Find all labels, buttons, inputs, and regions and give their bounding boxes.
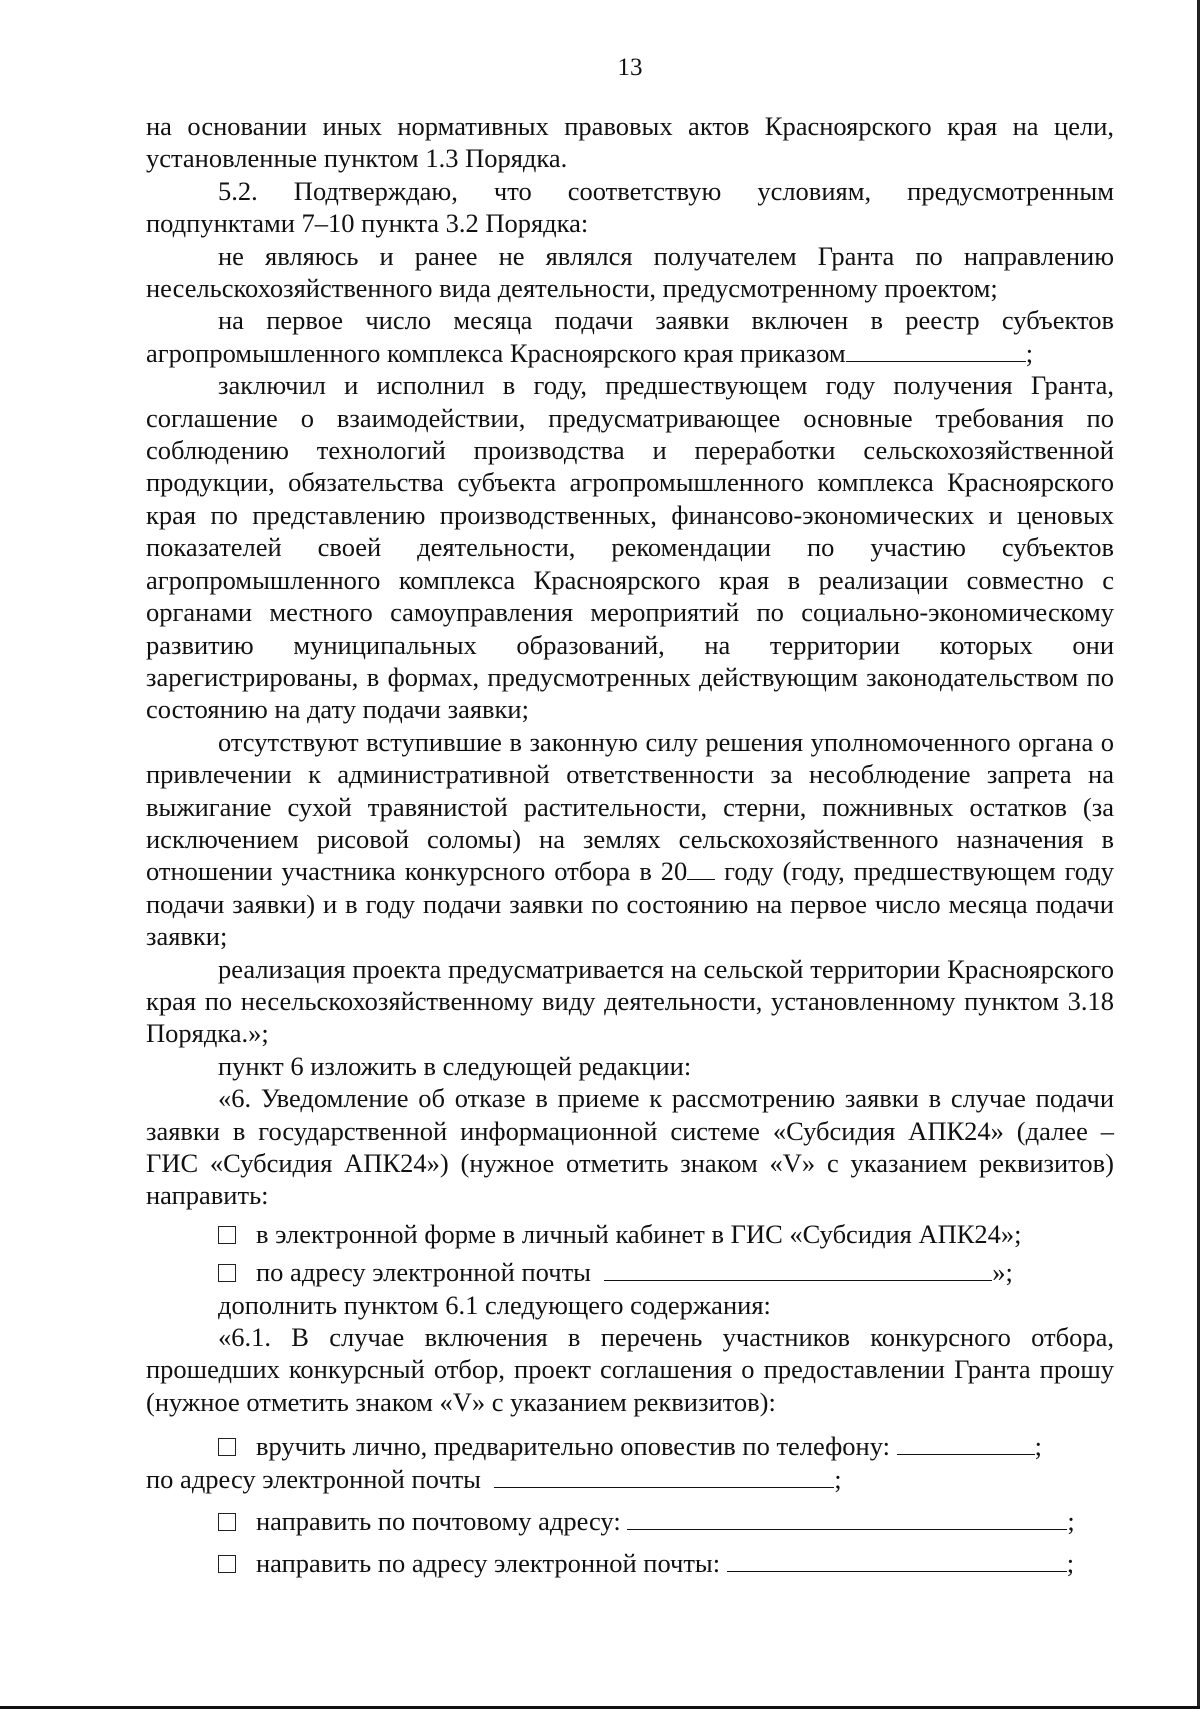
checkbox[interactable] — [218, 1438, 236, 1456]
order-blank-line[interactable] — [846, 339, 1026, 362]
option-label: направить по почтовому адресу: — [256, 1506, 621, 1537]
checkbox-option-email-send — [146, 1547, 1114, 1579]
paragraph: «6. Уведомление об отказе в приеме к рассмотрению заявки в случае подачи заявки в государственной информационной системе «Субсидия АПК24» (далее – ГИС «Субсидия АПК24») (нужное отметить знаком «V» с указанием реквизитов) направить: — [146, 1083, 1114, 1211]
option-label: по адресу электронной почты — [256, 1257, 591, 1288]
paragraph-text: году (году, предшествующем году подачи заявки) и в году подачи заявки по состоянию на первое число месяца подачи заявки; — [146, 856, 1115, 952]
punctuation: »; — [992, 1257, 1013, 1288]
paragraph: пункт 6 изложить в следующей редакции: — [218, 1050, 692, 1081]
punctuation: ; — [1067, 1506, 1075, 1537]
year-blank-line[interactable] — [687, 857, 715, 880]
punctuation: ; — [834, 1463, 842, 1494]
option-label: в электронной форме в личный кабинет в ГИС «Субсидия АПК24»; — [256, 1218, 1022, 1249]
checkbox[interactable] — [218, 1513, 236, 1531]
paragraph: на основании иных нормативных правовых актов Красноярского края на цели, установленные пунктом 1.3 Порядка. — [146, 111, 1114, 174]
document-body — [146, 110, 1114, 1580]
checkbox[interactable] — [218, 1226, 236, 1244]
paragraph: «6.1. В случае включения в перечень участников конкурсного отбора, прошедших конкурсный отбор, проект соглашения о предоставлении Гранта прошу (нужное отметить знаком «V» с указанием реквизитов): — [146, 1322, 1114, 1417]
paragraph-with-blank — [146, 726, 1114, 953]
email-blank-line[interactable] — [727, 1549, 1067, 1572]
phone-blank-line[interactable] — [897, 1432, 1035, 1455]
paragraph-with-blank — [146, 304, 1114, 369]
email-blank-line[interactable] — [494, 1465, 834, 1488]
paragraph-text: по адресу электронной почты — [146, 1463, 481, 1494]
option-label: направить по адресу электронной почты: — [256, 1548, 721, 1579]
email-blank-line[interactable] — [604, 1258, 992, 1281]
checkbox[interactable] — [218, 1555, 236, 1573]
paragraph-text: отсутствуют вступившие в законную силу решения уполномоченного органа о привлечении к административной ответственности за несоблюдение запрета на выжигание сухой травянистой растительности, стерни, пожнивных остатков (за исключением рисовой соломы) на землях сельскохозяйственного назначения в отношении участника конкурсного отбора в 20 — [146, 726, 1114, 887]
punctuation: ; — [1025, 337, 1034, 368]
postal-address-blank-line[interactable] — [627, 1507, 1067, 1530]
punctuation: ; — [1034, 1431, 1042, 1462]
paragraph-text: на первое число месяца подачи заявки включен в реестр субъектов агропромышленного комплекса Красноярского края приказом — [146, 305, 1114, 368]
paragraph-with-blank — [146, 1463, 1114, 1495]
checkbox-option-postal — [146, 1505, 1114, 1537]
paragraph: 5.2. Подтверждаю, что соответствую условиям, предусмотренным подпунктами 7–10 пункта 3.2 Порядка: — [146, 175, 1114, 239]
option-label: вручить лично, предварительно оповестив по телефону: — [256, 1431, 890, 1462]
paragraph: реализация проекта предусматривается на сельской территории Красноярского края по несельскохозяйственному виду деятельности, установленному пунктом 3.18 Порядка.»; — [146, 953, 1114, 1049]
checkbox-option-hand-delivery — [146, 1430, 1114, 1462]
checkbox-option-electronic-cabinet — [146, 1218, 1114, 1250]
paragraph: дополнить пунктом 6.1 следующего содержания: — [218, 1289, 771, 1320]
checkbox[interactable] — [218, 1264, 236, 1282]
page-number: 13 — [617, 54, 643, 81]
paragraph: не являюсь и ранее не являлся получателем Гранта по направлению несельскохозяйственного вида деятельности, предусмотренному проектом; — [146, 240, 1114, 304]
punctuation: ; — [1066, 1548, 1075, 1579]
paragraph: заключил и исполнил в году, предшествующем году получения Гранта, соглашение о взаимодействии, предусматривающее основные требования по соблюдению технологий производства и переработки сельскохозяйственной продукции, обязательства субъекта агропромышленного комплекса Красноярского края по представлению производственных, финансово-экономических и ценовых показателей своей деятельности, рекомендации по участию субъектов агропромышленного комплекса Красноярского края в реализации совместно с органами местного самоуправления мероприятий по социально-экономическому развитию муниципальных образований, на территории которых они зарегистрированы, в формах, предусмотренных действующим законодательством по состоянию на дату подачи заявки; — [146, 370, 1114, 725]
checkbox-option-email — [146, 1256, 1114, 1288]
